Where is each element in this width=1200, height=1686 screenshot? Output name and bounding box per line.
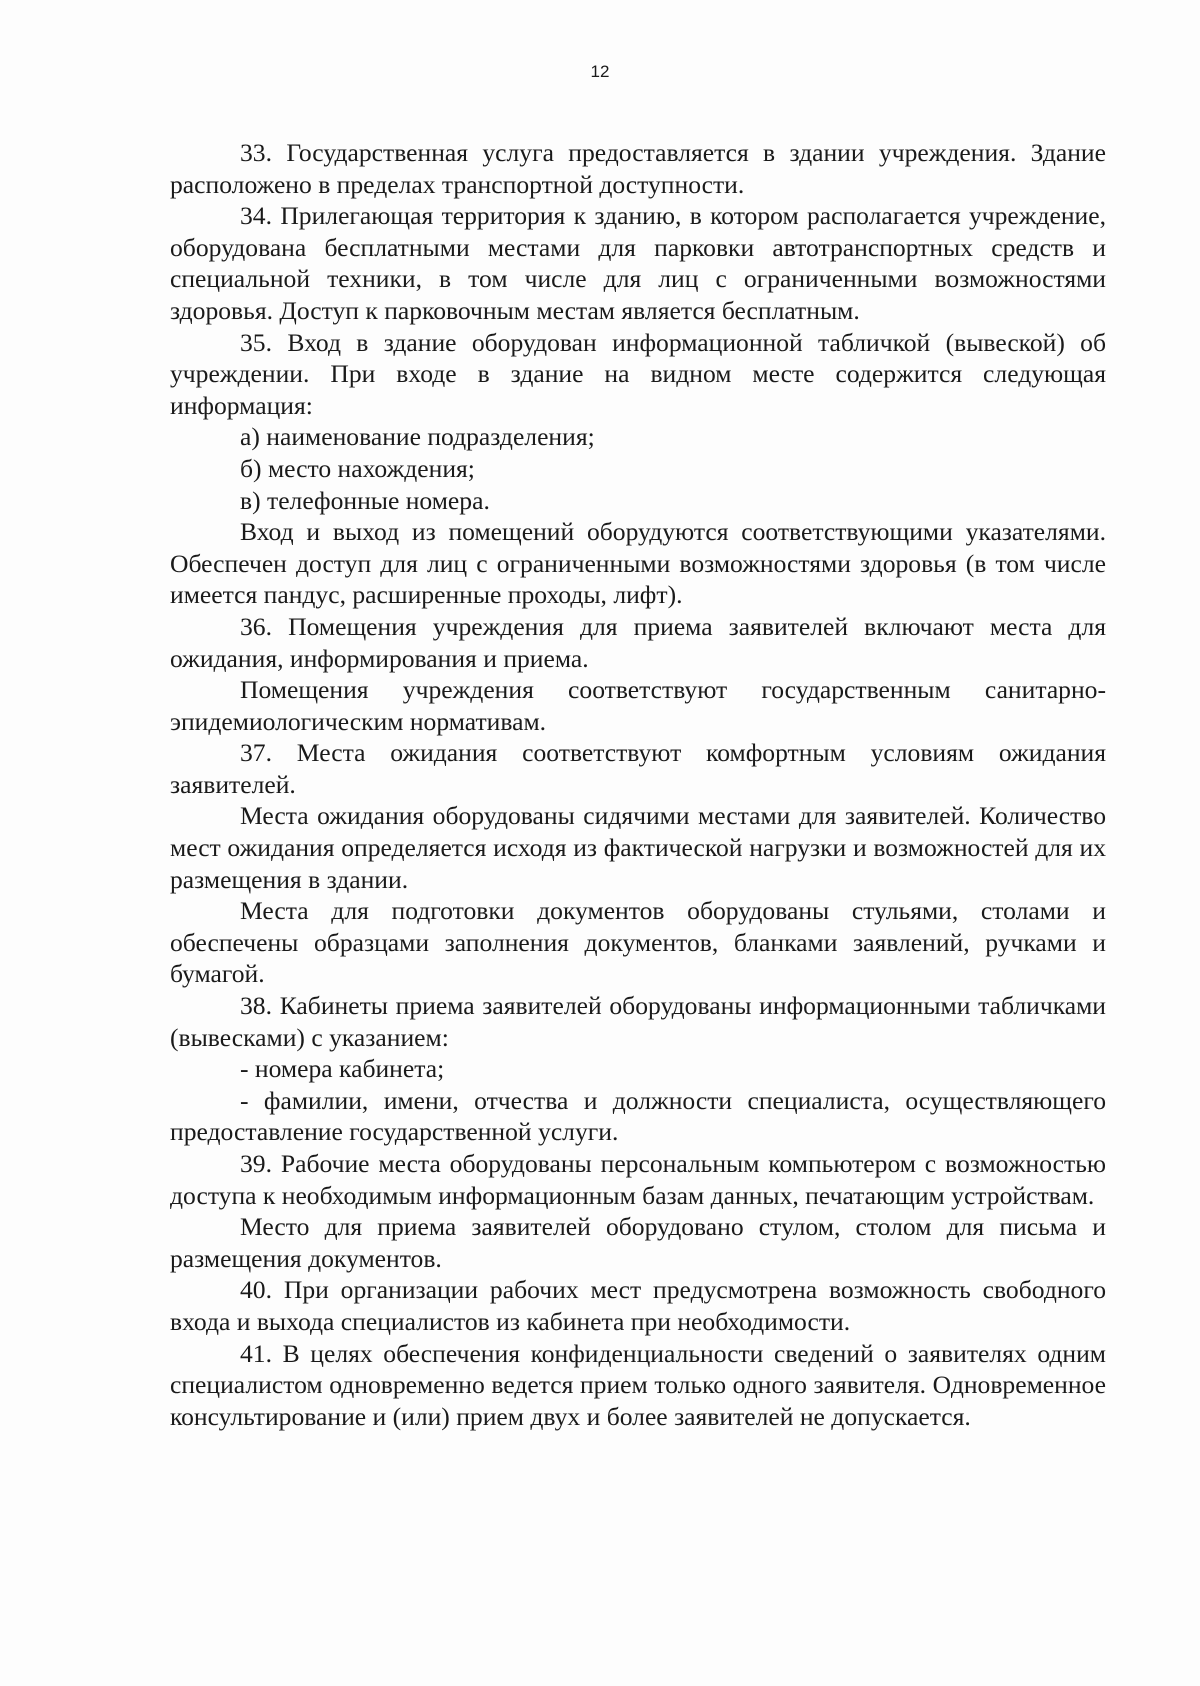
paragraph: 33. Государственная услуга предоставляется в здании учреждения. Здание расположено в пределах транспортной доступности.	[170, 138, 1106, 199]
paragraph: Место для приема заявителей оборудовано стулом, столом для письма и размещения документов.	[170, 1212, 1106, 1273]
paragraph: 36. Помещения учреждения для приема заявителей включают места для ожидания, информирования и приема.	[170, 611, 1106, 673]
paragraph: 35. Вход в здание оборудован информационной табличкой (вывеской) об учреждении. При входе в здание на видном месте содержится следующая информация:	[170, 327, 1106, 420]
paragraph: Помещения учреждения соответствуют государственным санитарно-эпидемиологическим нормативам.	[170, 675, 1106, 736]
paragraph: в) телефонные номера.	[240, 485, 490, 515]
paragraph: 34. Прилегающая территория к зданию, в котором располагается учреждение, оборудована бесплатными местами для парковки автотранспортных средств и специальной техники, в том числе для лиц с ограниченными возможностями здоровья. Доступ к парковочным местам является бесплатным.	[170, 201, 1106, 325]
paragraph: Места для подготовки документов оборудованы стульями, столами и обеспечены образцами заполнения документов, бланками заявлений, ручками и бумагой.	[170, 896, 1106, 989]
paragraph: 41. В целях обеспечения конфиденциальности сведений о заявителях одним специалистом одновременно ведется прием только одного заявителя. Одновременное консультирование и (или) прием двух и более заявителей не допускается.	[170, 1338, 1106, 1431]
paragraph: Места ожидания оборудованы сидячими местами для заявителей. Количество мест ожидания определяется исходя из фактической нагрузки и возможностей для их размещения в здании.	[170, 801, 1106, 894]
paragraph: а) наименование подразделения;	[240, 422, 595, 452]
paragraph: б) место нахождения;	[240, 453, 475, 483]
paragraph: 38. Кабинеты приема заявителей оборудованы информационными табличками (вывесками) с указанием:	[170, 991, 1106, 1052]
paragraph: - номера кабинета;	[240, 1054, 445, 1084]
paragraph: Вход и выход из помещений оборудуются соответствующими указателями. Обеспечен доступ для лиц с ограниченными возможностями здоровья (в том числе имеется пандус, расширенные проходы, лифт).	[170, 517, 1106, 610]
document-body	[170, 137, 1106, 1432]
paragraph: 40. При организации рабочих мест предусмотрена возможность свободного входа и выхода специалистов из кабинета при необходимости.	[170, 1275, 1106, 1336]
paragraph: - фамилии, имени, отчества и должности специалиста, осуществляющего предоставление государственной услуги.	[170, 1085, 1106, 1147]
paragraph: 39. Рабочие места оборудованы персональным компьютером с возможностью доступа к необходимым информационным базам данных, печатающим устройствам.	[170, 1149, 1106, 1210]
page-number: 12	[590, 62, 610, 81]
paragraph: 37. Места ожидания соответствуют комфортным условиям ожидания заявителей.	[170, 738, 1106, 799]
